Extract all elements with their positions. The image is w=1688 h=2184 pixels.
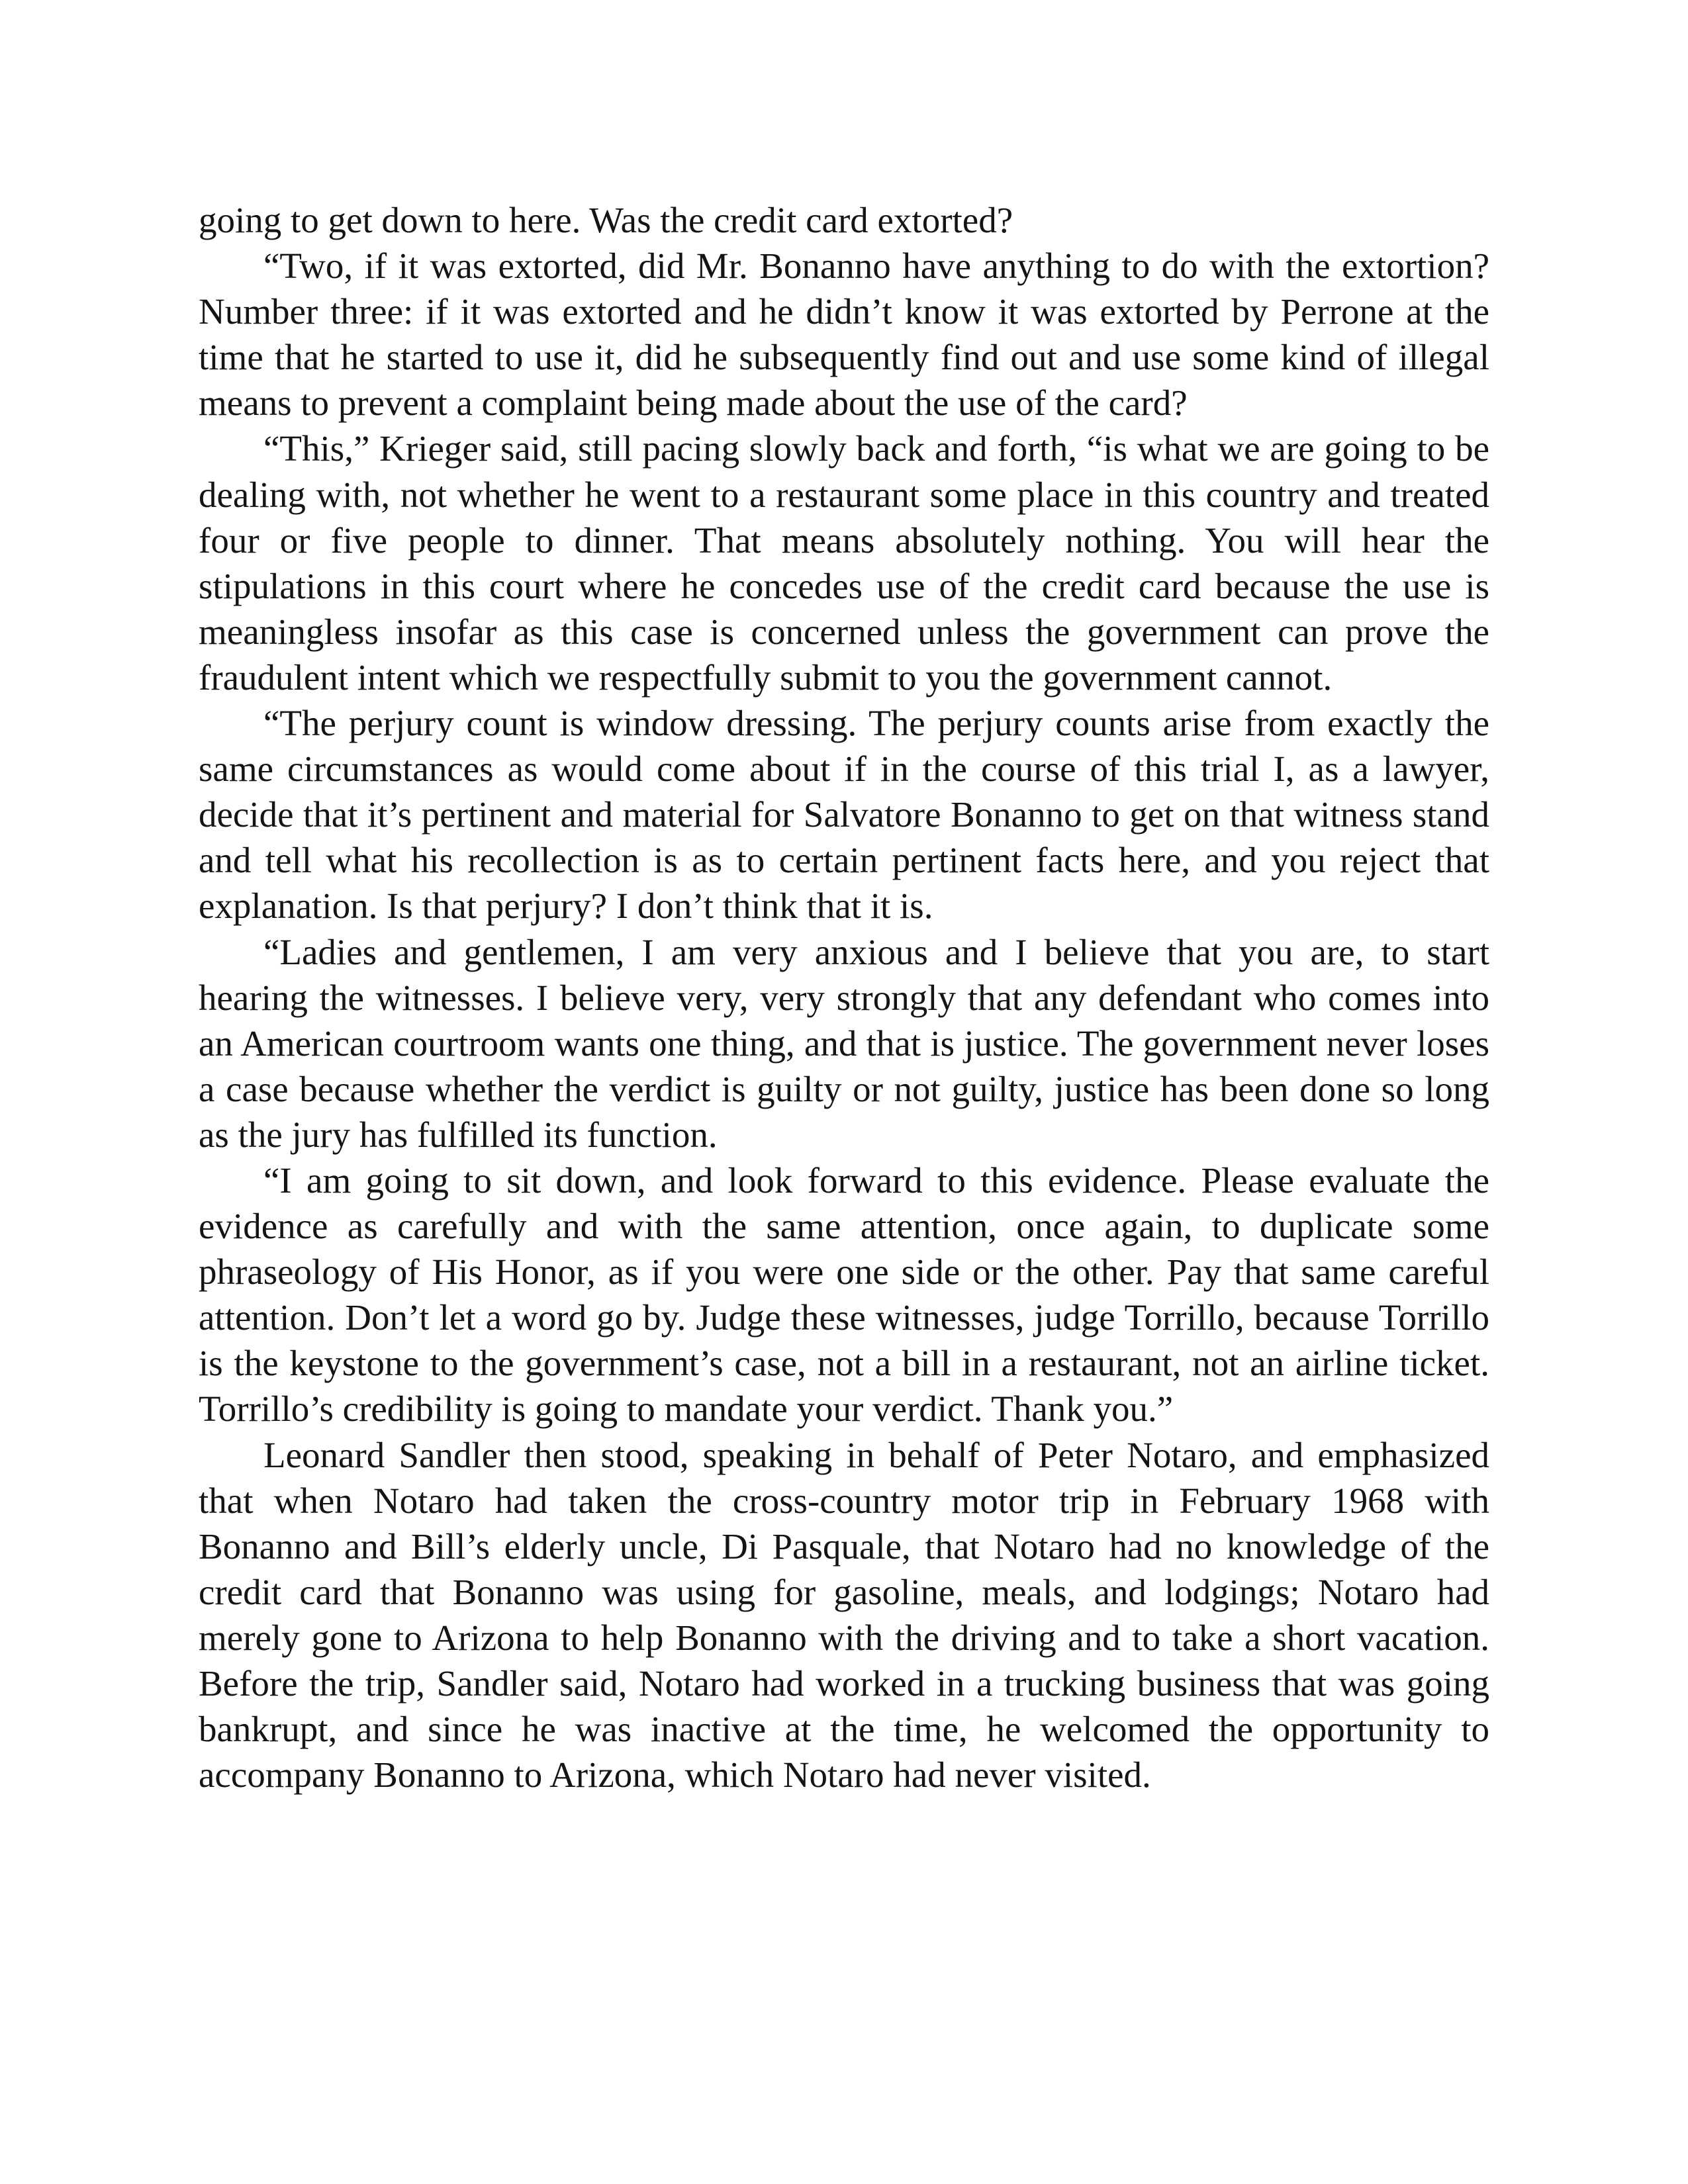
paragraph: Leonard Sandler then stood, speaking in behalf of Peter Notaro, and emphasized that when Notaro had taken the cross-country motor trip in February 1968 with Bonanno and Bill’s elderly uncle, Di Pasquale, that Notaro had no knowledge of the credit card that Bonanno was using for gasoline, meals, and lodgings; Notaro had merely gone to Arizona to help Bonanno with the driving and to take a short vacation. Before the trip, Sandler said, Notaro had worked in a trucking business that was going bankrupt, and since he was inactive at the time, he welcomed the opportunity to accompany Bonanno to Arizona, which Notaro had never visited. [199,1434,1489,1796]
paragraph: “Ladies and gentlemen, I am very anxious and I believe that you are, to start hearing the witnesses. I believe very, very strongly that any defendant who comes into an American courtroom wants one thing, and that is justice. The government never loses a case because whether the verdict is guilty or not guilty, justice has been done so long as the jury has fulfilled its function. [199,931,1489,1155]
paragraph: “Two, if it was extorted, did Mr. Bonanno have anything to do with the extortion? Number three: if it was extorted and he didn’t know it was extorted by Perrone at the time that he started to use it, did he subsequently find out and use some kind of illegal means to prevent a complaint being made about the use of the card? [199,246,1489,424]
paragraph: “I am going to sit down, and look forward to this evidence. Please evaluate the evidence as carefully and with the same attention, once again, to duplicate some phraseology of His Honor, as if you were one side or the other. Pay that same careful attention. Don’t let a word go by. Judge these witnesses, judge Torrillo, because Torrillo is the keystone to the government’s case, not a bill in a restaurant, not an airline ticket. Torrillo’s credibility is going to mandate your verdict. Thank you.” [199,1160,1489,1430]
paragraph-continued: going to get down to here. Was the credit card extorted? [199,200,1013,240]
paragraph: “This,” Krieger said, still pacing slowly back and forth, “is what we are going to be dealing with, not whether he went to a restaurant some place in this country and treated four or five people to dinner. That means absolutely nothing. You will hear the stipulations in this court where he concedes use of the credit card because the use is meaningless insofar as this case is concerned unless the government can prove the fraudulent intent which we respectfully submit to you the government cannot. [199,428,1489,698]
body-text [199,197,1489,1797]
paragraph: “The perjury count is window dressing. The perjury counts arise from exactly the same circumstances as would come about if in the course of this trial I, as a lawyer, decide that it’s pertinent and material for Salvatore Bonanno to get on that witness stand and tell what his recollection is as to certain pertinent facts here, and you reject that explanation. Is that perjury? I don’t think that it is. [199,703,1489,927]
